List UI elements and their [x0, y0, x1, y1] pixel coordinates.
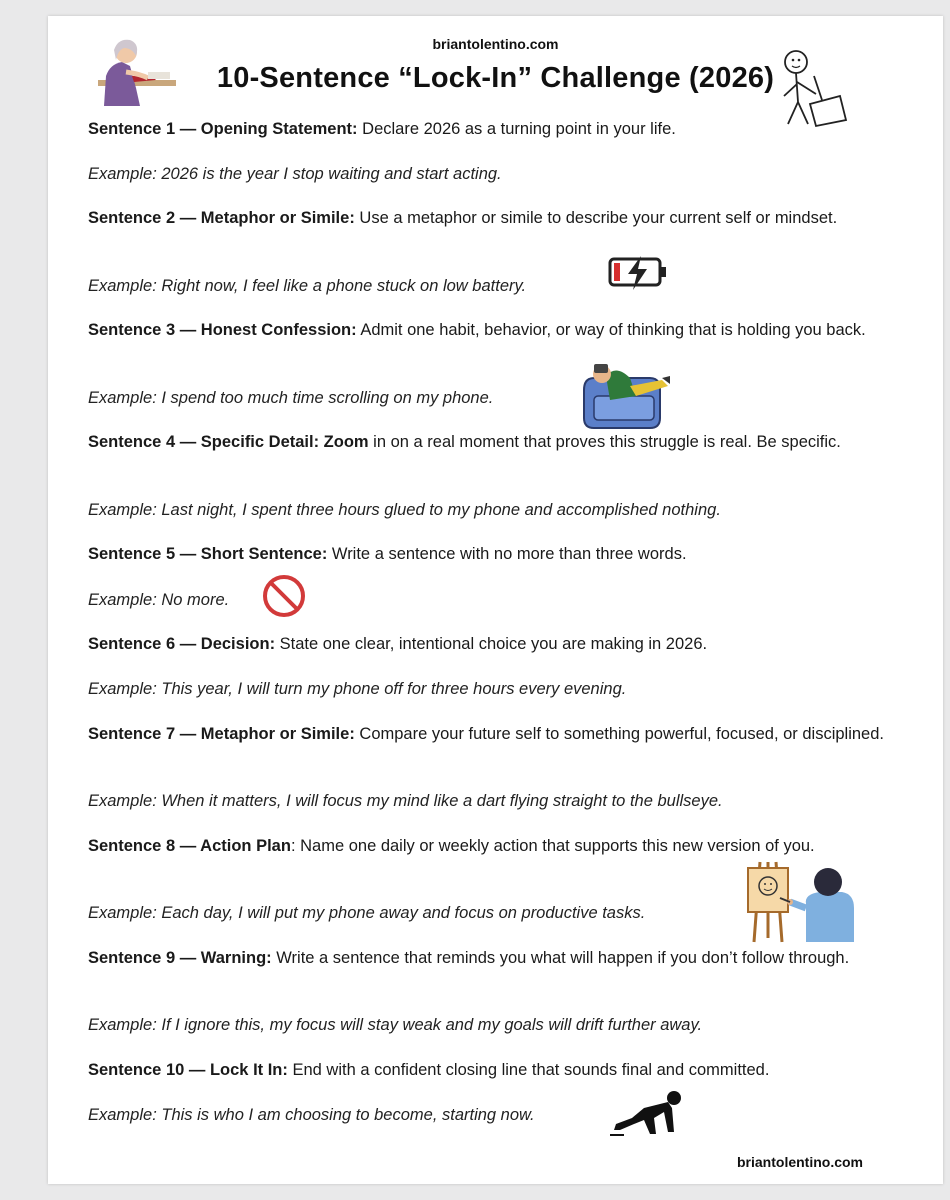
- sentence-9-label: Sentence 9 — Warning:: [88, 949, 272, 967]
- sentence-8-instruction: [88, 835, 888, 857]
- sentence-2-label: Sentence 2 — Metaphor or Simile:: [88, 209, 355, 227]
- sentence-10-text: End with a confident closing line that sounds final and committed.: [287, 1061, 770, 1079]
- sentence-3-text: Admit one habit, behavior, or way of thinking that is holding you back.: [356, 321, 866, 339]
- sentence-10-label: Sentence 10 — Lock It In:: [88, 1061, 288, 1079]
- worksheet-page: [48, 16, 943, 1184]
- sentence-5-example: Example: No more.: [88, 591, 230, 609]
- stick-figure-writing-illustration: [770, 46, 850, 128]
- sentence-8-example: Example: Each day, I will put my phone away and focus on productive tasks.: [88, 904, 646, 922]
- sentence-3-label: Sentence 3 — Honest Confession:: [88, 321, 357, 339]
- sentence-9-instruction: [88, 947, 888, 969]
- sentence-4-instruction: [88, 431, 888, 453]
- sentence-6-example: Example: This year, I will turn my phone off for three hours every evening.: [88, 680, 627, 698]
- site-url-footer[interactable]: briantolentino.com: [737, 1154, 863, 1170]
- sentence-4-label: Sentence 4 — Specific Detail: Zoom: [88, 433, 369, 451]
- sentence-7-example: Example: When it matters, I will focus my mind like a dart flying straight to the bullseye.: [88, 792, 723, 810]
- sentence-7-label: Sentence 7 — Metaphor or Simile:: [88, 725, 355, 743]
- sentence-3-example: Example: I spend too much time scrolling on my phone.: [88, 389, 494, 407]
- sentence-1-label: Sentence 1 — Opening Statement:: [88, 120, 358, 138]
- sentence-8-label: Sentence 8 — Action Plan: [88, 837, 291, 855]
- person-on-couch-illustration: [580, 356, 672, 432]
- sentence-9-text: Write a sentence that reminds you what will happen if you don’t follow through.: [271, 949, 850, 967]
- sentence-10-instruction: [88, 1059, 888, 1081]
- sentence-9-example: Example: If I ignore this, my focus will stay weak and my goals will drift further away.: [88, 1016, 703, 1034]
- sentence-6-text: State one clear, intentional choice you are making in 2026.: [275, 635, 708, 653]
- sentence-5-text: Write a sentence with no more than three words.: [327, 545, 687, 563]
- sentence-8-text: : Name one daily or weekly action that supports this new version of you.: [290, 837, 815, 855]
- sentence-3-instruction: [88, 319, 888, 341]
- sentence-2-instruction: [88, 207, 888, 229]
- sentence-4-text: in on a real moment that proves this struggle is real. Be specific.: [368, 433, 841, 451]
- sentence-2-example: Example: Right now, I feel like a phone stuck on low battery.: [88, 277, 527, 295]
- child-painting-illustration: [746, 858, 858, 944]
- sentence-1-text: Declare 2026 as a turning point in your life.: [357, 120, 676, 138]
- sentence-1-instruction: [88, 118, 888, 140]
- sentence-10-example: Example: This is who I am choosing to become, starting now.: [88, 1106, 535, 1124]
- sentence-1-example: Example: 2026 is the year I stop waiting and start acting.: [88, 165, 502, 183]
- no-sign-icon: [260, 572, 308, 620]
- sentence-6-label: Sentence 6 — Decision:: [88, 635, 276, 653]
- sentence-5-label: Sentence 5 — Short Sentence:: [88, 545, 328, 563]
- page-title: 10-Sentence “Lock-In” Challenge (2026): [216, 62, 775, 94]
- woman-writing-illustration: [96, 36, 176, 108]
- sprinter-start-icon: [610, 1088, 688, 1140]
- sentence-4-example: Example: Last night, I spent three hours glued to my phone and accomplished nothing.: [88, 501, 721, 519]
- sentence-5-instruction: [88, 543, 888, 565]
- sentence-7-instruction: [88, 723, 888, 745]
- low-battery-icon: [608, 254, 670, 292]
- sentence-6-instruction: [88, 633, 888, 655]
- site-url-header[interactable]: briantolentino.com: [432, 36, 559, 52]
- sentence-2-text: Use a metaphor or simile to describe your current self or mindset.: [354, 209, 838, 227]
- sentence-7-text: Compare your future self to something powerful, focused, or disciplined.: [354, 725, 884, 743]
